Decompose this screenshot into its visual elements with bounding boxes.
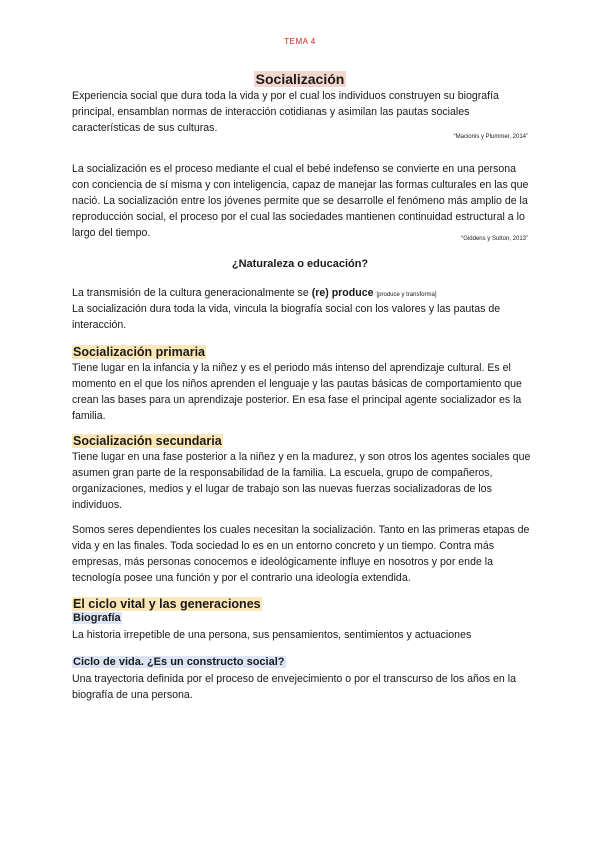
primaria-heading (72, 345, 206, 359)
nature-line-1-text: La transmisión de la cultura generacionalmente se (72, 287, 312, 299)
nature-line-2: La socialización dura toda la vida, vincula la biografía social con los valores y las pautas de interacción. (72, 303, 501, 331)
nature-heading: ¿Naturaleza o educación? (231, 258, 369, 270)
definition-citation: “Giddens y Sutton, 2013” (461, 236, 528, 242)
ciclo-heading (72, 597, 262, 611)
biografia-heading (72, 612, 122, 624)
reproduce-note: [produce y transforma] (376, 292, 437, 298)
ciclo-vida-text: Una trayectoria definida por el proceso de envejecimiento o por el transcurso de los años en la biografía de una persona. (72, 673, 517, 701)
reproduce-emphasis: (re) produce (311, 287, 374, 299)
intro-citation: “Macionis y Plummer, 2014” (453, 134, 528, 140)
secundaria-heading (72, 434, 223, 448)
dependence-paragraph: Somos seres dependientes los cuales necesitan la socialización. Tanto en las primeras etapas de vida y en las finales. Toda sociedad lo es en un entorno concreto y un tiempo. Contra más empresas, más personas conocemos e ideológicamente influye en nosotros y por ende la tecnología posee una función y por el contrario una ideología extendida. (72, 524, 530, 584)
primaria-heading-text: Socialización primaria (73, 345, 205, 359)
secundaria-paragraph: Tiene lugar en una fase posterior a la niñez y en la madurez, y son otros los agentes sociales que asumen gran parte de la responsabilidad de la familia. La escuela, grupo de compañeros, organizaciones, medios y el lugar de trabajo son las nuevas fuerzas socializadoras de los individuos. (72, 451, 531, 511)
primaria-paragraph: Tiene lugar en la infancia y la niñez y es el periodo más intenso del aprendizaje cultural. Es el momento en el que los niños aprenden el lenguaje y las pautas básicas de comportamiento que crean las bases para un aprendizaje posterior. En esa fase el principal agente socializador es la familia. (72, 362, 522, 422)
page-title (0, 71, 600, 89)
ciclo-vida-heading (72, 656, 286, 668)
biografia-text: La historia irrepetible de una persona, sus pensamientos, sentimientos y actuaciones (72, 629, 472, 641)
biografia-heading-text: Biografía (73, 612, 121, 624)
ciclo-heading-text: El ciclo vital y las generaciones (73, 597, 261, 611)
topic-header: TEMA 4 (284, 37, 316, 46)
ciclo-vida-heading-text: Ciclo de vida. ¿Es un constructo social? (73, 656, 285, 668)
page-title-text: Socialización (255, 71, 345, 87)
intro-paragraph: Experiencia social que dura toda la vida y por el cual los individuos construyen su biografía principal, ensamblan normas de interacción cotidianas y asimilan las pautas sociales características de sus culturas. (72, 90, 499, 134)
definition-paragraph: La socialización es el proceso mediante el cual el bebé indefenso se convierte en una persona con conciencia de sí misma y con inteligencia, capaz de manejar las formas culturales en las que nació. La socialización entre los jóvenes permite que se desarrolle el fenómeno más amplio de la reproducción social, el proceso por el cual las sociedades mantienen continuidad estructural a lo largo del tiempo. (72, 163, 529, 239)
secundaria-heading-text: Socialización secundaria (73, 434, 222, 448)
